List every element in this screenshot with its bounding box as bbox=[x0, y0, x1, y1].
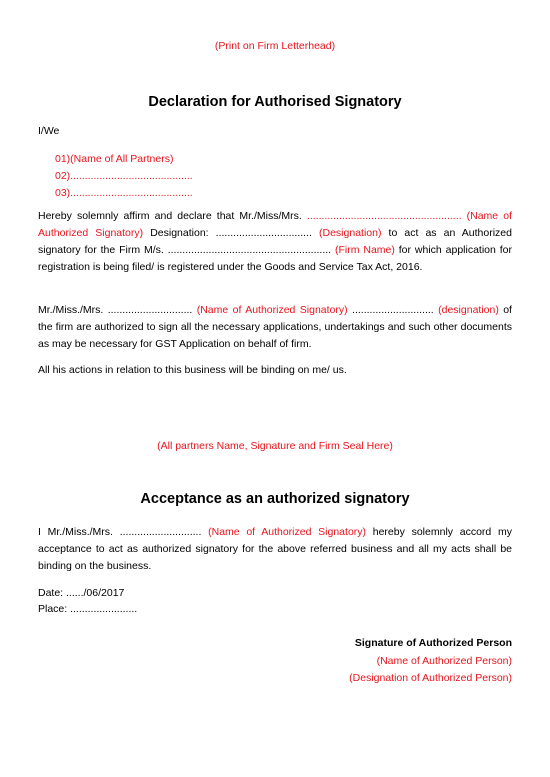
partners-seal-note: (All partners Name, Signature and Firm Seal Here) bbox=[157, 440, 393, 452]
signatory-designation-line: (Designation of Authorized Person) bbox=[349, 672, 512, 684]
designation-placeholder: (Designation) bbox=[319, 227, 382, 239]
authorization-paragraph bbox=[38, 302, 512, 353]
partner-line-3: 03).......................................... bbox=[55, 187, 193, 199]
declaration-paragraph bbox=[38, 208, 512, 276]
binding-statement: All his actions in relation to this business will be binding on me/ us. bbox=[38, 364, 347, 376]
acceptance-text-2: hereby solemnly accord my acceptance to act as authorized signatory for the above referred business and all my acts shall be binding on the business. bbox=[38, 526, 512, 572]
signatory-name-line: (Name of Authorized Person) bbox=[376, 655, 512, 667]
para1-text-1: Hereby solemnly affirm and declare that Mr./Miss/Mrs. bbox=[38, 210, 307, 222]
date-line: Date: ....../06/2017 bbox=[38, 587, 125, 599]
declaration-title: Declaration for Authorised Signatory bbox=[148, 94, 402, 110]
para1-text-3: to act as an Authorized signatory for the Firm M/s. ........................................................ bbox=[38, 227, 512, 256]
partner-line-2: 02).......................................... bbox=[55, 170, 193, 182]
signatory-name-placeholder: ..................................................... (Name of Authorized Signatory) bbox=[38, 210, 512, 239]
firm-name-placeholder: (Firm Name) bbox=[334, 244, 395, 256]
para1-text-2: Designation: ................................. bbox=[143, 227, 320, 239]
para2-text-3: of the firm are authorized to sign all the necessary applications, undertakings and such other documents as may be necessary for GST Application on behalf of firm. bbox=[38, 304, 512, 350]
iwe-label: I/We bbox=[38, 125, 60, 137]
letterhead-note: (Print on Firm Letterhead) bbox=[214, 40, 336, 52]
para2-designation-placeholder: (designation) bbox=[438, 304, 499, 316]
acceptance-title: Acceptance as an authorized signatory bbox=[140, 491, 410, 507]
acceptance-text-1: I Mr./Miss./Mrs. ............................ bbox=[38, 526, 209, 538]
acceptance-paragraph bbox=[38, 524, 512, 575]
para2-text-2: ............................ bbox=[347, 304, 439, 316]
para2-signatory-placeholder: (Name of Authorized Signatory) bbox=[196, 304, 348, 316]
acceptance-signatory-placeholder: (Name of Authorized Signatory) bbox=[208, 526, 367, 538]
signature-heading: Signature of Authorized Person bbox=[354, 637, 512, 649]
para1-text-4: for which application for registration is being filed/ is registered under the Goods and Service Tax Act, 2016. bbox=[38, 244, 512, 273]
place-line: Place: ....................... bbox=[38, 603, 138, 615]
partners-list bbox=[55, 151, 529, 202]
para2-text-1: Mr./Miss./Mrs. ............................. bbox=[38, 304, 197, 316]
partner-line-1: 01)(Name of All Partners) bbox=[55, 153, 174, 165]
